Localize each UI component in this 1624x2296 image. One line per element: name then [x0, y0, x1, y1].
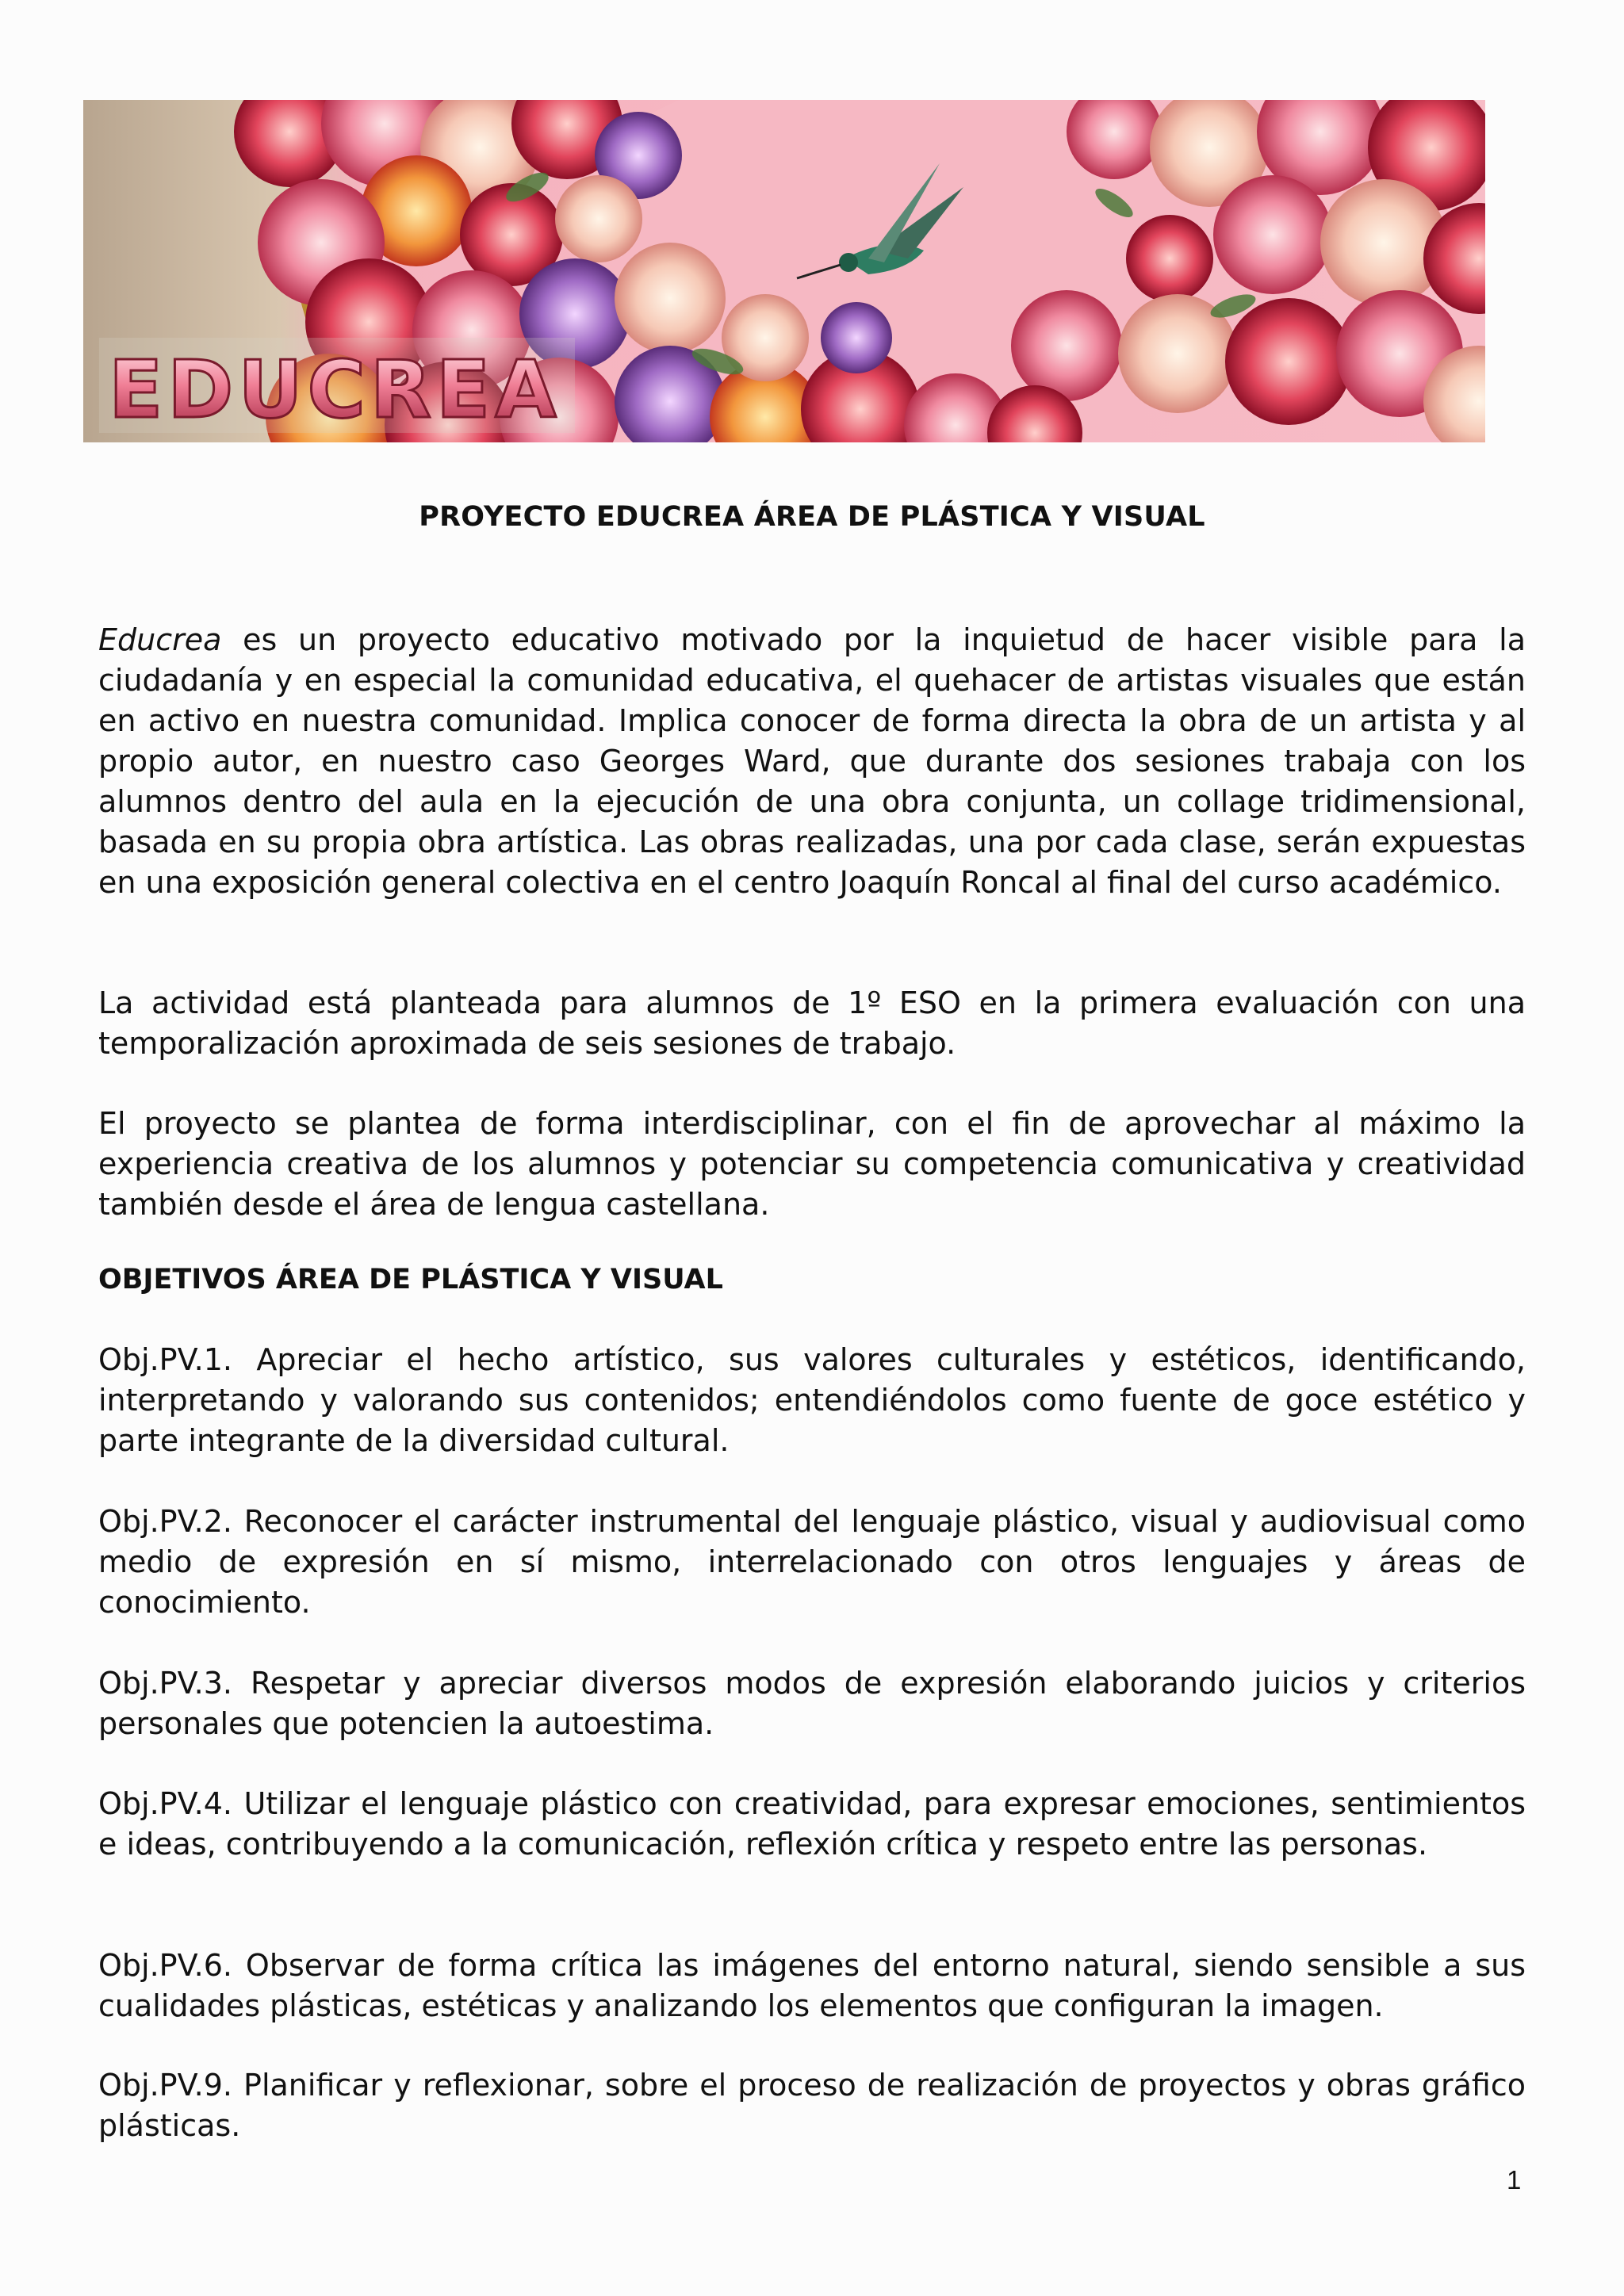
objective-item: Obj.PV.6. Observar de forma crítica las imágenes del entorno natural, siendo sensible a sus cualidades plásticas, estéticas y analizando los elementos que configuran la imagen.: [98, 1948, 1526, 2023]
educrea-logo: [99, 338, 575, 436]
flowers-hummingbird-painting: [83, 100, 1485, 442]
objective-item: Obj.PV.9. Planificar y reflexionar, sobre el proceso de realización de proyectos y obras gráfico plásticas.: [98, 2068, 1526, 2143]
objective-item: Obj.PV.1. Apreciar el hecho artístico, sus valores culturales y estéticos, identificando, interpretando y valorando sus contenidos; entendiéndolos como fuente de goce estético y parte integrante de la diversidad cultural.: [98, 1342, 1526, 1458]
interdisciplinary-paragraph: El proyecto se plantea de forma interdisciplinar, con el fin de aprovechar al máximo la experiencia creativa de los alumnos y potenciar su competencia comunicativa y creatividad también desde el área de lengua castellana.: [98, 1106, 1526, 1222]
educrea-italic-term: Educrea: [98, 622, 222, 657]
header-banner-image: [83, 100, 1485, 442]
intro-text: es un proyecto educativo motivado por la inquietud de hacer visible para la ciudadanía y en especial la comunidad educativa, el quehacer de artistas visuales que están en activo en nuestra comunidad. Implica conocer de forma directa la obra de un artista y al propio autor, en nuestro caso Georges Ward, que durante dos sesiones trabaja con los alumnos dentro del aula en la ejecución de una obra conjunta, un collage tridimensional, basada en su propia obra artística. Las obras realizadas, una por cada clase, serán expuestas en una exposición general colectiva en el centro Joaquín Roncal al final del curso académico.: [98, 622, 1526, 900]
intro-paragraph: [98, 620, 1526, 903]
objective-item: Obj.PV.3. Respetar y apreciar diversos modos de expresión elaborando juicios y criterios personales que potencien la autoestima.: [98, 1666, 1526, 1741]
page-number: 1: [1507, 2165, 1522, 2195]
objectives-heading: OBJETIVOS ÁREA DE PLÁSTICA Y VISUAL: [98, 1264, 723, 1295]
activity-paragraph: La actividad está planteada para alumnos de 1º ESO en la primera evaluación con una temporalización aproximada de seis sesiones de trabajo.: [98, 985, 1526, 1061]
svg-text:EDUCREA: EDUCREA: [109, 343, 561, 436]
objective-item: Obj.PV.4. Utilizar el lenguaje plástico con creatividad, para expresar emociones, sentimientos e ideas, contribuyendo a la comunicación, reflexión crítica y respeto entre las personas.: [98, 1786, 1526, 1862]
objective-item: Obj.PV.2. Reconocer el carácter instrumental del lenguaje plástico, visual y audiovisual como medio de expresión en sí mismo, interrelacionado con otros lenguajes y áreas de conocimiento.: [98, 1504, 1526, 1620]
document-title: PROYECTO EDUCREA ÁREA DE PLÁSTICA Y VISUAL: [419, 501, 1205, 533]
